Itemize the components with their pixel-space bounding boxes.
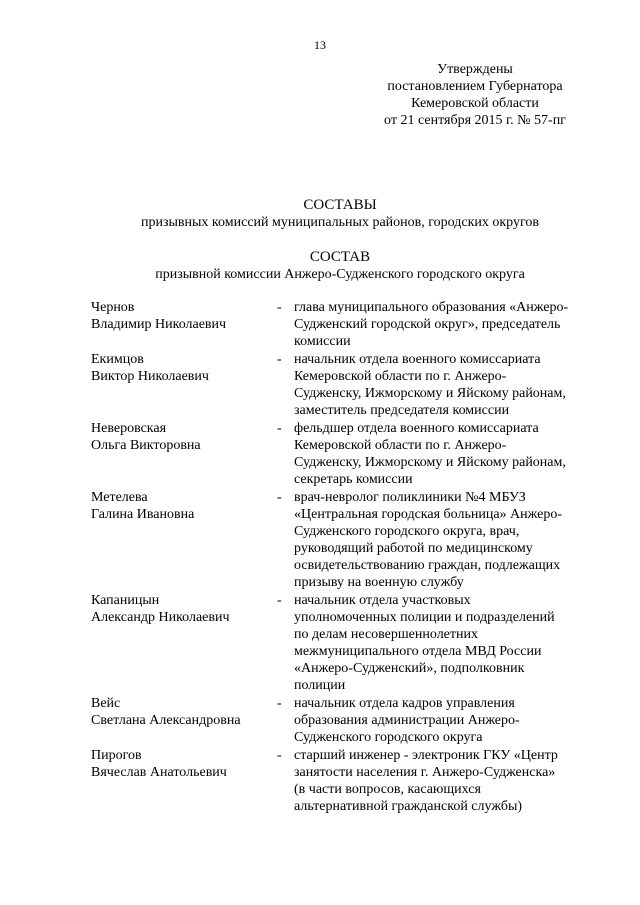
role-line: глава муниципального образования «Анжеро- [294, 300, 569, 315]
member-given-name: Светлана Александровна [91, 713, 241, 728]
member-dash: - [277, 352, 282, 367]
member-given-name: Галина Ивановна [91, 507, 195, 522]
member-given-name: Вячеслав Анатольевич [91, 765, 227, 780]
role-line: призыву на военную службу [294, 575, 464, 590]
member-surname: Чернов [91, 300, 135, 315]
member-name [91, 695, 271, 746]
role-line: по делам несовершеннолетних [294, 627, 478, 642]
role-line: занятости населения г. Анжеро-Судженска» [294, 765, 556, 780]
member-name [91, 420, 271, 488]
role-line: начальник отдела участковых [294, 593, 471, 608]
role-line: альтернативной гражданской службы) [294, 799, 523, 814]
member-given-name: Владимир Николаевич [91, 317, 227, 332]
role-line: Судженский городской округ», председатель [294, 317, 561, 332]
member-surname: Екимцов [91, 352, 144, 367]
member-entry [91, 351, 611, 419]
role-line: заместитель председателя комиссии [294, 403, 510, 418]
member-role [294, 747, 609, 815]
member-dash: - [277, 490, 282, 505]
member-given-name: Виктор Николаевич [91, 369, 209, 384]
member-entry [91, 299, 611, 350]
member-surname: Неверовская [91, 421, 167, 436]
member-role [294, 592, 609, 694]
role-line: полиции [294, 678, 346, 693]
role-line: начальник отдела кадров управления [294, 696, 515, 711]
page-number: 13 [314, 38, 326, 52]
member-given-name: Ольга Викторовна [91, 438, 201, 453]
member-dash: - [277, 300, 282, 315]
role-line: врач-невролог поликлиники №4 МБУЗ [294, 490, 526, 505]
member-role [294, 299, 609, 350]
role-line: Кемеровской области по г. Анжеро- [294, 369, 507, 384]
member-given-name: Александр Николаевич [91, 610, 230, 625]
member-entry [91, 489, 611, 591]
member-surname: Пирогов [91, 748, 142, 763]
member-name [91, 299, 271, 350]
approval-line: Утверждены [437, 62, 513, 77]
member-name [91, 351, 271, 419]
approval-block [360, 61, 590, 129]
role-line: руководящий работой по медицинскому [294, 541, 533, 556]
role-line: образования администрации Анжеро- [294, 713, 520, 728]
role-line: межмуниципального отдела МВД России [294, 644, 542, 659]
member-role [294, 420, 609, 488]
role-line: Кемеровской области по г. Анжеро- [294, 438, 507, 453]
member-entry [91, 592, 611, 694]
role-line: «Анжеро-Судженский», подполковник [294, 661, 525, 676]
role-line: «Центральная городская больница» Анжеро- [294, 507, 562, 522]
member-entry [91, 695, 611, 746]
member-dash: - [277, 421, 282, 436]
member-name [91, 747, 271, 815]
document-subtitle: призывных комиссий муниципальных районов, городских округов [141, 215, 539, 230]
members-list [91, 299, 611, 816]
section-heading [0, 248, 640, 284]
role-line: комиссии [294, 334, 351, 349]
member-name [91, 592, 271, 694]
member-name [91, 489, 271, 591]
member-surname: Капаницын [91, 593, 160, 608]
member-entry [91, 747, 611, 815]
role-line: старший инженер - электроник ГКУ «Центр [294, 748, 558, 763]
member-dash: - [277, 593, 282, 608]
role-line: освидетельствованию граждан, подлежащих [294, 558, 561, 573]
document-title: СОСТАВЫ [303, 197, 377, 213]
member-dash: - [277, 748, 282, 763]
member-role [294, 489, 609, 591]
section-subtitle: призывной комиссии Анжеро-Судженского городского округа [155, 267, 525, 282]
member-dash: - [277, 696, 282, 711]
member-entry [91, 420, 611, 488]
approval-line: Кемеровской области [411, 96, 539, 111]
role-line: (в части вопросов, касающихся [294, 782, 481, 797]
member-surname: Метелева [91, 490, 148, 505]
member-role [294, 695, 609, 746]
role-line: фельдшер отдела военного комиссариата [294, 421, 539, 436]
role-line: Судженску, Ижморскому и Яйскому районам, [294, 386, 566, 401]
role-line: Судженского городского округа [294, 730, 483, 745]
member-role [294, 351, 609, 419]
approval-line: постановлением Губернатора [387, 79, 563, 94]
role-line: Судженского городского округа, врач, [294, 524, 520, 539]
role-line: уполномоченных полиции и подразделений [294, 610, 555, 625]
role-line: секретарь комиссии [294, 472, 413, 487]
section-title: СОСТАВ [309, 249, 371, 265]
approval-line: от 21 сентября 2015 г. № 57-пг [384, 113, 566, 128]
member-surname: Вейс [91, 696, 121, 711]
role-line: Судженску, Ижморскому и Яйскому районам, [294, 455, 566, 470]
document-heading [0, 196, 640, 232]
role-line: начальник отдела военного комиссариата [294, 352, 541, 367]
